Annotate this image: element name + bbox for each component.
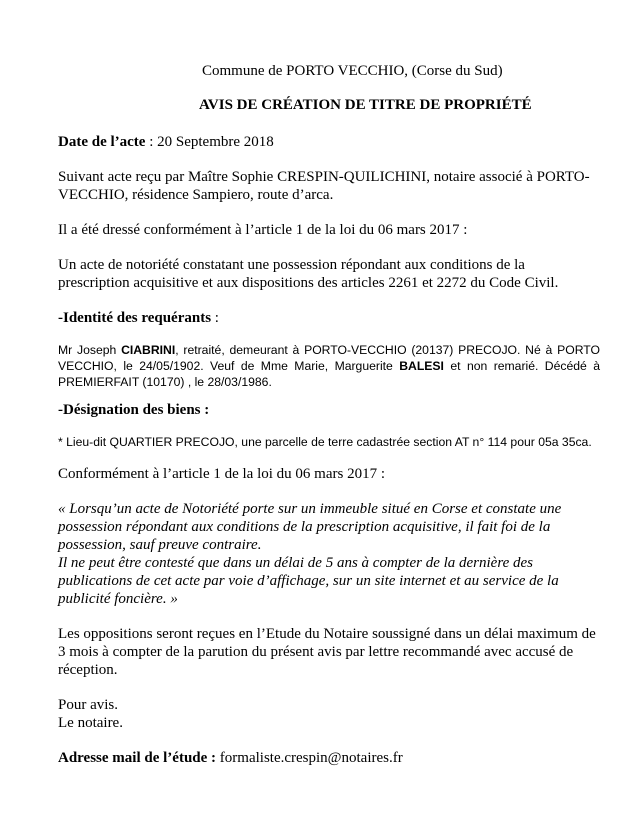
acte-paragraph: Suivant acte reçu par Maître Sophie CRESPIN-QUILICHINI, notaire associé à PORTO-VECCHIO, résidence Sampiero, route d’arca. bbox=[58, 169, 590, 203]
email-label: Adresse mail de l’étude : bbox=[58, 750, 217, 766]
spouse-name: BALESI bbox=[399, 359, 444, 373]
date-separator: : bbox=[145, 134, 158, 150]
date-label: Date de l’acte bbox=[58, 134, 146, 150]
oppositions-paragraph: Les oppositions seront reçues en l’Etude du Notaire soussigné dans un délai maximum de 3 mois à compter de la parution du présent avis par lettre recommandé avec accusé de réception. bbox=[58, 626, 596, 678]
closing-block bbox=[58, 696, 600, 732]
email-line bbox=[58, 749, 600, 767]
identite-heading-label: -Identité des requérants bbox=[58, 310, 212, 326]
identite-heading bbox=[58, 309, 600, 327]
designation-paragraph: * Lieu-dit QUARTIER PRECOJO, une parcelle de terre cadastrée section AT n° 114 pour 05a 35ca. bbox=[58, 435, 592, 449]
conformement-paragraph: Conformément à l’article 1 de la loi du 06 mars 2017 : bbox=[58, 466, 385, 482]
identite-text-1: Mr Joseph bbox=[58, 343, 122, 357]
law-quote-line-2: Il ne peut être contesté que dans un délai de 5 ans à compter de la dernière des publications de cet acte par voie d’affichage, sur un site internet et au service de la publicité foncière. » bbox=[58, 555, 559, 607]
le-notaire: Le notaire. bbox=[58, 715, 123, 731]
email-address: formaliste.crespin@notaires.fr bbox=[216, 750, 403, 766]
law-quote-line-1: « Lorsqu’un acte de Notoriété porte sur un immeuble situé en Corse et constate une possession répondant aux conditions de la prescription acquisitive, il fait foi de la possession, sauf preuve contraire. bbox=[58, 501, 562, 553]
designation-heading: -Désignation des biens : bbox=[58, 402, 210, 418]
date-line bbox=[58, 133, 600, 151]
notice-document bbox=[58, 62, 600, 767]
law-quote bbox=[58, 500, 600, 608]
requerant-name: CIABRINI bbox=[121, 343, 176, 357]
identite-heading-suffix: : bbox=[211, 310, 219, 326]
notoriete-paragraph: Un acte de notoriété constatant une possession répondant aux conditions de la prescription acquisitive et aux dispositions des articles 2261 et 2272 du Code Civil. bbox=[58, 257, 559, 291]
notice-title: AVIS DE CRÉATION DE TITRE DE PROPRIÉTÉ bbox=[199, 97, 532, 113]
pour-avis: Pour avis. bbox=[58, 697, 118, 713]
identite-paragraph bbox=[58, 342, 600, 390]
dresse-paragraph: Il a été dressé conformément à l’article 1 de la loi du 06 mars 2017 : bbox=[58, 222, 468, 238]
date-value: 20 Septembre 2018 bbox=[157, 134, 274, 150]
identite-text-2: , retraité, demeurant à PORTO-VECCHIO (20137) PRECOJO. Né à PORTO VECCHIO, le 24/05/1902. Veuf de Mme Marie, Marguerite bbox=[58, 343, 600, 373]
identite-text-3: et non remarié. Décédé à PREMIERFAIT (10170) , le 28/03/1986. bbox=[58, 359, 600, 389]
commune-line: Commune de PORTO VECCHIO, (Corse du Sud) bbox=[202, 63, 503, 79]
